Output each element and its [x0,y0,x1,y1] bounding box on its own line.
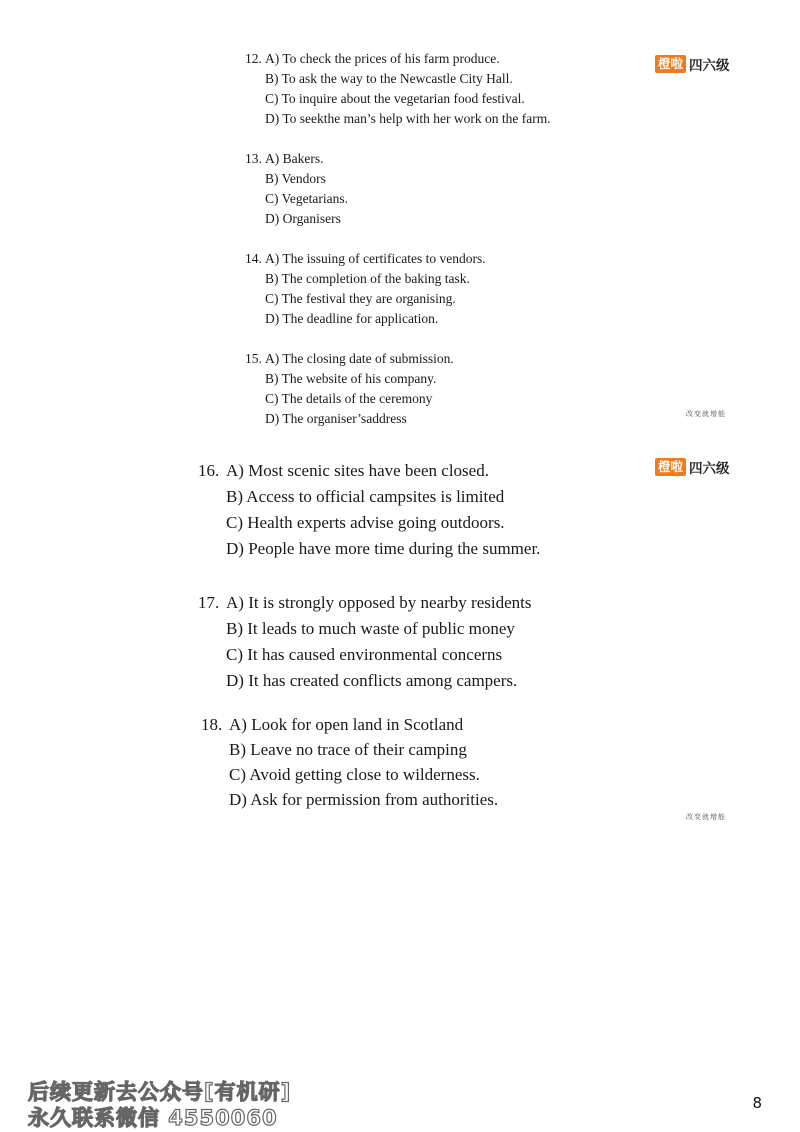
question-number: 16. [198,461,220,480]
option-d: D) To seekthe man’s help with her work on the farm. [265,111,551,126]
option-c: C) Avoid getting close to wilderness. [229,765,480,784]
question-number: 13. [245,151,262,166]
tiny-note: 改变就增能 [686,813,726,821]
option-a: A) It is strongly opposed by nearby residents [226,593,532,612]
option-b: B) Vendors [265,171,326,186]
option-b: B) Access to official campsites is limited [226,487,505,506]
option-c: C) Health experts advise going outdoors. [226,513,505,532]
option-d: D) Ask for permission from authorities. [229,790,499,809]
brand-badge: 橙啦 [655,55,686,73]
option-a: A) Most scenic sites have been closed. [226,461,489,480]
watermark-line-2: 永久联系微信 4550060 [28,1106,278,1130]
watermark-line-1: 后续更新去公众号[有机研] [28,1080,292,1104]
option-c: C) It has caused environmental concerns [226,645,503,664]
brand-logo-middle [655,457,730,476]
option-a: A) Look for open land in Scotland [229,715,464,734]
option-a: A) To check the prices of his farm produce. [265,51,500,66]
option-d: D) People have more time during the summer. [226,539,541,558]
option-a: A) The issuing of certificates to vendors. [265,251,486,266]
option-b: B) The website of his company. [265,371,437,386]
option-b: B) To ask the way to the Newcastle City Hall. [265,71,513,86]
question-number: 17. [198,593,220,612]
option-d: D) The organiser’saddress [265,411,407,426]
option-a: A) The closing date of submission. [265,351,454,366]
option-c: C) To inquire about the vegetarian food festival. [265,91,525,106]
tiny-note: 改变就增能 [686,410,726,418]
option-b: B) It leads to much waste of public money [226,619,515,638]
option-d: D) Organisers [265,211,341,226]
option-c: C) Vegetarians. [265,191,348,206]
option-b: B) The completion of the baking task. [265,271,470,286]
brand-level: 四六级 [689,57,730,74]
question-number: 18. [201,715,223,734]
question-number: 14. [245,251,262,266]
brand-logo-top [655,54,730,73]
option-c: C) The festival they are organising. [265,291,456,306]
question-number: 15. [245,351,262,366]
brand-level: 四六级 [689,460,730,477]
option-d: D) It has created conflicts among campers. [226,671,518,690]
option-d: D) The deadline for application. [265,311,439,326]
page-number: 8 [752,1094,762,1112]
brand-badge: 橙啦 [655,458,686,476]
option-c: C) The details of the ceremony [265,391,433,406]
option-a: A) Bakers. [265,151,324,166]
question-number: 12. [245,51,262,66]
option-b: B) Leave no trace of their camping [229,740,467,759]
